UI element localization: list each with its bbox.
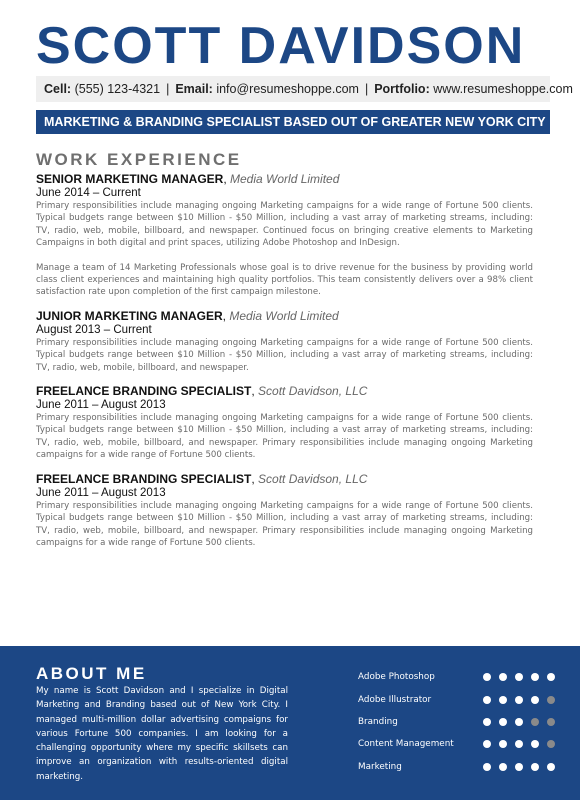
cell-label: Cell: <box>44 82 72 96</box>
job-description: Primary responsibilities include managing ongoing Marketing campaigns for a wide range of Fortune 500 clients. Typical budgets range between $10 Million - $50 Million, including a vast array of marketing streams, including: TV, radio, web, mobile, billboard, and newspaper. Primary responsibilities include managing ongoing Marketing campaigns for a wide range of Fortune 500 clients. <box>36 413 533 461</box>
contact-separator: | <box>166 82 170 96</box>
skill-dot-empty <box>547 740 555 748</box>
job-company: Media World Limited <box>229 308 339 323</box>
job-heading: FREELANCE BRANDING SPECIALIST, Scott Davidson, LLC <box>36 384 368 399</box>
portfolio-label: Portfolio: <box>374 82 430 96</box>
skill-name: Marketing <box>358 761 402 772</box>
skill-name: Content Management <box>358 739 454 750</box>
email-value[interactable]: info@resumeshoppe.com <box>216 82 359 96</box>
skill-dot-filled <box>547 763 555 771</box>
skill-dot-filled <box>483 763 491 771</box>
job-heading: JUNIOR MARKETING MANAGER, Media World Limited <box>36 308 339 323</box>
skill-dot-filled <box>531 696 539 704</box>
job-list <box>36 172 533 559</box>
contact-separator: | <box>364 82 369 96</box>
job-dates: June 2014 – Current <box>36 187 141 199</box>
skill-row <box>358 688 558 710</box>
skill-dot-filled <box>499 718 507 726</box>
skill-dot-filled <box>547 673 555 681</box>
job-dates: August 2013 – Current <box>36 323 152 336</box>
skill-name: Adobe Photoshop <box>358 672 435 683</box>
tagline-bar: MARKETING & BRANDING SPECIALIST BASED OUT OF GREATER NEW YORK CITY <box>36 110 550 134</box>
job-entry <box>36 384 533 462</box>
job-entry <box>36 172 533 299</box>
job-title: FREELANCE BRANDING SPECIALIST <box>36 471 252 486</box>
skill-dot-empty <box>547 696 555 704</box>
skills-list <box>358 666 558 778</box>
skill-name: Branding <box>358 716 398 727</box>
contact-bar <box>36 76 573 102</box>
skill-dot-filled <box>515 696 523 704</box>
job-title: FREELANCE BRANDING SPECIALIST <box>36 384 252 399</box>
about-me-text: My name is Scott Davidson and I specialize in Digital Marketing and Branding based out of New York City. I managed multi-million dollar advertising compaigns for various Fortune 500 companies. I am looking for a challenging opportunity where my specific skillsets can improve an organization with results-oriented digital marketing. <box>36 686 288 782</box>
skill-dot-filled <box>483 696 491 704</box>
cell-value: (555) 123-4321 <box>74 82 161 96</box>
job-heading: SENIOR MARKETING MANAGER, Media World Limited <box>36 172 340 186</box>
job-dates: June 2011 – August 2013 <box>36 399 166 412</box>
skill-dot-filled <box>515 763 523 771</box>
skill-rating <box>483 763 555 771</box>
portfolio-value[interactable]: www.resumeshoppe.com <box>433 82 573 96</box>
job-title: JUNIOR MARKETING MANAGER <box>36 308 223 323</box>
skill-dot-filled <box>499 763 507 771</box>
skill-dot-filled <box>483 718 491 726</box>
about-me-title: ABOUT ME <box>36 664 147 683</box>
skill-dot-filled <box>483 740 491 748</box>
email-label: Email: <box>175 82 213 96</box>
skill-dot-filled <box>515 718 523 726</box>
skill-dot-filled <box>499 673 507 681</box>
skill-row <box>358 711 558 733</box>
skill-rating <box>483 673 555 681</box>
skill-row <box>358 756 558 778</box>
job-company: Media World Limited <box>230 172 340 186</box>
job-description: Manage a team of 14 Marketing Professionals whose goal is to drive revenue for the business by providing world class client experiences and maintaining high quality portfolios. This team consistently delivers over a 98% client satisfaction rate upon completion of the first campaign milestone. <box>36 262 533 298</box>
job-entry <box>36 309 533 374</box>
skill-row <box>358 733 558 755</box>
job-company: Scott Davidson, LLC <box>258 384 368 399</box>
skill-dot-filled <box>531 763 539 771</box>
skill-dot-empty <box>547 718 555 726</box>
job-description: Primary responsibilities include managing ongoing Marketing campaigns for a wide range of Fortune 500 clients. Typical budgets range between $10 Million - $50 Million, including a vast array of marketing streams, including: TV, radio, web, mobile, billboard, and newspaper. Primary responsibilities include managing ongoing Marketing campaigns for a wide range of Fortune 500 clients. <box>36 500 533 548</box>
job-company: Scott Davidson, LLC <box>258 471 368 486</box>
skill-dot-empty <box>531 718 539 726</box>
job-title: SENIOR MARKETING MANAGER <box>36 172 224 186</box>
job-heading: FREELANCE BRANDING SPECIALIST, Scott Davidson, LLC <box>36 471 368 486</box>
job-dates: June 2011 – August 2013 <box>36 486 166 499</box>
skill-rating <box>483 718 555 726</box>
skill-dot-filled <box>515 673 523 681</box>
job-description: Primary responsibilities include managing ongoing Marketing campaigns for a wide range of Fortune 500 clients. Typical budgets range between $10 Million - $50 Million, including a vast array of marketing streams, including: TV, radio, web, mobile, billboard, and newspaper. Continued focus on bringing creative elements to Marketing Campaigns in both digital and print spaces, utilizing Adobe Photoshop and InDesign. <box>36 201 533 249</box>
work-experience-title: WORK EXPERIENCE <box>36 150 242 169</box>
skill-dot-filled <box>499 696 507 704</box>
skill-dot-filled <box>531 740 539 748</box>
skill-rating <box>483 740 555 748</box>
skill-dot-filled <box>499 740 507 748</box>
job-description: Primary responsibilities include managing ongoing Marketing campaigns for a wide range of Fortune 500 clients. Typical budgets range between $10 Million - $50 Million, including a vast array of marketing streams, including: TV, radio, web, mobile, billboard, and newspaper. <box>36 337 533 373</box>
skill-name: Adobe Illustrator <box>358 694 432 705</box>
job-entry <box>36 472 533 550</box>
skill-rating <box>483 696 555 704</box>
skill-dot-filled <box>483 673 491 681</box>
skill-row <box>358 666 558 688</box>
skill-dot-filled <box>531 673 539 681</box>
skill-dot-filled <box>515 740 523 748</box>
resume-name: SCOTT DAVIDSON <box>36 17 526 75</box>
